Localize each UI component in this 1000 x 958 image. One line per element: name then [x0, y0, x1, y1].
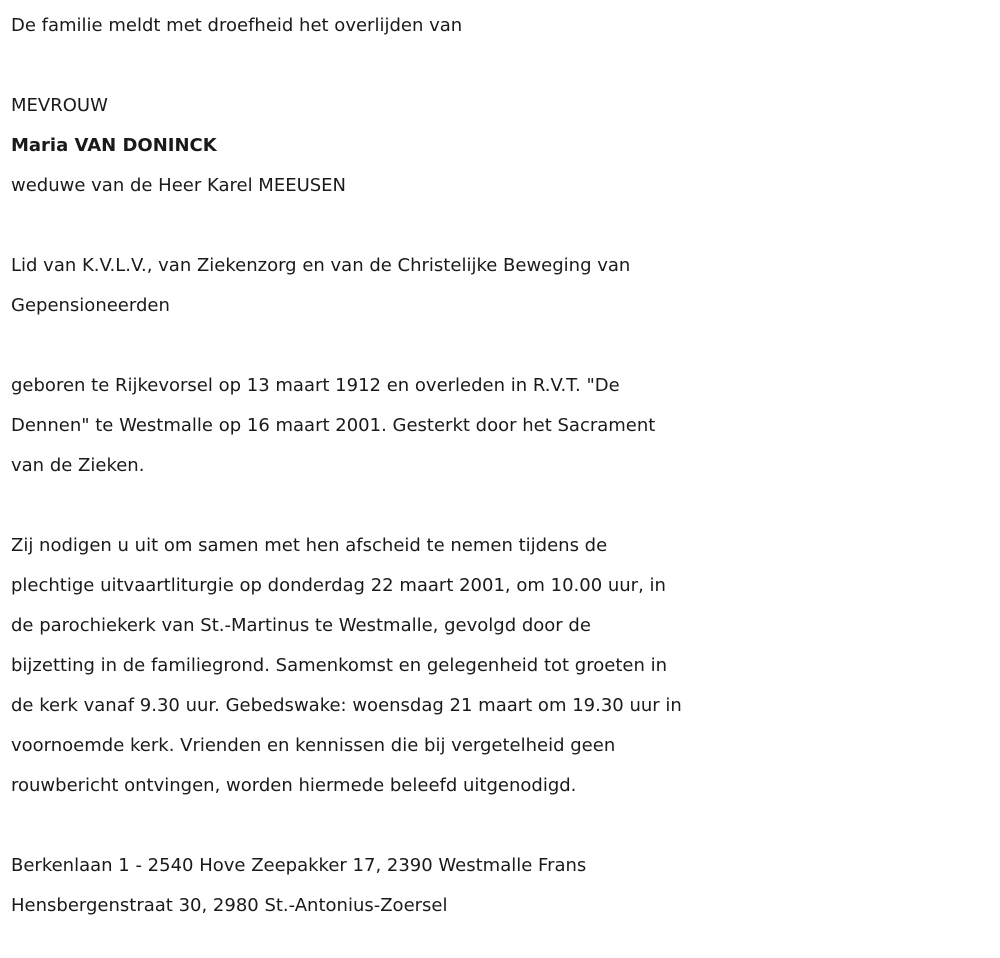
- invitation-line: Zij nodigen u uit om samen met hen afscheid te nemen tijdens de: [11, 535, 608, 556]
- invitation-line: rouwbericht ontvingen, worden hiermede beleefd uitgenodigd.: [11, 775, 577, 796]
- spacer: [11, 46, 1000, 86]
- spacer: [11, 326, 1000, 366]
- birth-death-line: van de Zieken.: [11, 455, 145, 476]
- invitation-line: voornoemde kerk. Vrienden en kennissen die bij vergetelheid geen: [11, 735, 616, 756]
- deceased-name: Maria VAN DONINCK: [11, 135, 217, 156]
- spacer: [11, 486, 1000, 526]
- membership-paragraph: [11, 246, 1000, 326]
- intro-text: De familie meldt met droefheid het overlijden van: [11, 15, 463, 36]
- spacer: [11, 206, 1000, 246]
- birth-death-line: Dennen" te Westmalle op 16 maart 2001. Gesterkt door het Sacrament: [11, 415, 656, 436]
- birth-death-paragraph: [11, 366, 1000, 486]
- invitation-line: de kerk vanaf 9.30 uur. Gebedswake: woensdag 21 maart om 19.30 uur in: [11, 695, 682, 716]
- widow-line: weduwe van de Heer Karel MEEUSEN: [11, 175, 347, 196]
- invitation-line: plechtige uitvaartliturgie op donderdag 22 maart 2001, om 10.00 uur, in: [11, 575, 666, 596]
- invitation-line: de parochiekerk van St.-Martinus te Westmalle, gevolgd door de: [11, 615, 591, 636]
- birth-death-line: geboren te Rijkevorsel op 13 maart 1912 en overleden in R.V.T. "De: [11, 375, 620, 396]
- address-line: Hensbergenstraat 30, 2980 St.-Antonius-Zoersel: [11, 895, 448, 916]
- addresses-paragraph: [11, 846, 1000, 926]
- membership-line: Lid van K.V.L.V., van Ziekenzorg en van de Christelijke Beweging van: [11, 255, 631, 276]
- address-line: Berkenlaan 1 - 2540 Hove Zeepakker 17, 2390 Westmalle Frans: [11, 855, 587, 876]
- spacer: [11, 806, 1000, 846]
- invitation-line: bijzetting in de familiegrond. Samenkomst en gelegenheid tot groeten in: [11, 655, 667, 676]
- invitation-paragraph: [11, 526, 1000, 806]
- membership-line: Gepensioneerden: [11, 295, 170, 316]
- salutation: MEVROUW: [11, 95, 108, 116]
